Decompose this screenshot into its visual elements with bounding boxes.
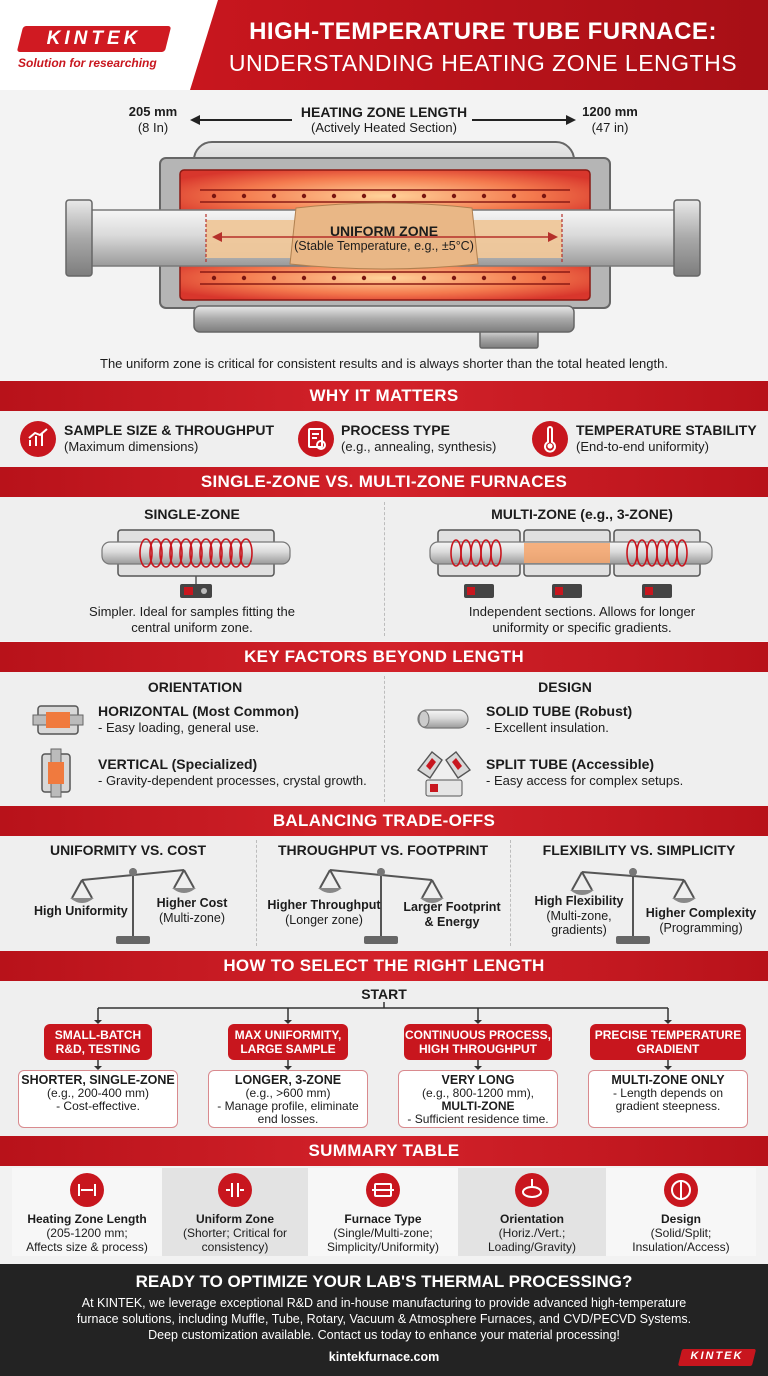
furnace-icon xyxy=(366,1173,400,1207)
flow-result-line: - Length depends on xyxy=(612,1086,724,1100)
tradeoff-left-sub: gradients) xyxy=(551,923,607,937)
vertical-sub: - Gravity-dependent processes, crystal growth. xyxy=(98,773,367,788)
flow-tag-line1: SMALL-BATCH xyxy=(54,1028,142,1042)
summary-title: Uniform Zone xyxy=(196,1212,274,1226)
flow-tag-line1: CONTINUOUS PROCESS, xyxy=(404,1028,551,1042)
flow-result-line: gradient steepness. xyxy=(615,1099,721,1113)
why-item-sub: (End-to-end uniformity) xyxy=(576,439,709,454)
why-section-title: WHY IT MATTERS xyxy=(0,381,768,411)
multi-zone-illustration xyxy=(428,528,714,600)
summary-title: Furnace Type xyxy=(344,1212,422,1226)
flow-result xyxy=(208,1070,368,1128)
design-title: DESIGN xyxy=(538,679,592,695)
why-item-title: PROCESS TYPE xyxy=(341,422,450,438)
tradeoff-right-sub: (Multi-zone) xyxy=(159,911,225,925)
horizontal-sub: - Easy loading, general use. xyxy=(98,720,260,735)
tradeoff-right-sub: & Energy xyxy=(424,915,480,929)
orientation-title: ORIENTATION xyxy=(147,679,243,695)
split-icon xyxy=(664,1173,698,1207)
flow-tag xyxy=(228,1024,348,1060)
summary-line: (205-1200 mm; xyxy=(46,1226,128,1240)
tradeoff-right: Higher Complexity xyxy=(645,906,757,920)
flow-result-line: (e.g., 800-1200 mm), xyxy=(421,1086,535,1100)
summary-section-title: SUMMARY TABLE xyxy=(0,1136,768,1166)
solid-tube-sub: - Excellent insulation. xyxy=(486,720,609,735)
tradeoff-left: High Uniformity xyxy=(34,904,128,918)
page-subtitle: UNDERSTANDING HEATING ZONE LENGTHS xyxy=(228,50,738,76)
single-zone-title: SINGLE-ZONE xyxy=(144,506,240,522)
flow-result-title: SHORTER, SINGLE-ZONE xyxy=(21,1073,175,1087)
flow-result-line: - Cost-effective. xyxy=(56,1099,140,1113)
flow-result-title: MULTI-ZONE ONLY xyxy=(611,1073,725,1087)
horizontal-title: HORIZONTAL (Most Common) xyxy=(98,703,299,719)
flow-result-title: VERY LONG xyxy=(441,1073,515,1087)
min-length-in: (8 In) xyxy=(137,120,169,135)
logo: KINTEK xyxy=(46,28,142,49)
single-zone-illustration xyxy=(100,528,292,600)
tradeoff-title: FLEXIBILITY VS. SIMPLICITY xyxy=(542,842,736,858)
flow-tag xyxy=(404,1024,552,1060)
footer-line: Deep customization available. Contact us today to enhance your material processing! xyxy=(148,1328,620,1342)
tradeoffs-section-title: BALANCING TRADE-OFFS xyxy=(0,806,768,836)
tradeoff-title: UNIFORMITY VS. COST xyxy=(49,842,207,858)
tradeoff-right-sub: (Programming) xyxy=(659,921,743,935)
vertical-title: VERTICAL (Specialized) xyxy=(98,756,258,772)
flow-result-line: - Sufficient residence time. xyxy=(407,1112,549,1126)
flow-result xyxy=(18,1070,178,1128)
flow-tag-line1: MAX UNIFORMITY, xyxy=(234,1028,342,1042)
heating-zone-title: HEATING ZONE LENGTH xyxy=(300,104,468,120)
flow-result xyxy=(588,1070,748,1128)
select-section-title: HOW TO SELECT THE RIGHT LENGTH xyxy=(0,951,768,981)
summary-line: (Single/Multi-zone; xyxy=(333,1226,433,1240)
tradeoff-right: Higher Cost xyxy=(156,896,228,910)
flow-tag xyxy=(590,1024,746,1060)
length-icon xyxy=(70,1173,104,1207)
flow-tag-line1: PRECISE TEMPERATURE xyxy=(594,1028,742,1042)
summary-line: Loading/Gravity) xyxy=(487,1240,577,1254)
thermometer-icon xyxy=(532,421,568,457)
flow-tag-line2: LARGE SAMPLE xyxy=(240,1042,336,1056)
footer-url[interactable]: kintekfurnace.com xyxy=(328,1350,440,1364)
flow-result-line: end losses. xyxy=(257,1112,319,1126)
solid-tube-icon xyxy=(414,706,472,732)
flow-start: START xyxy=(361,986,407,1002)
uniform-zone-title: UNIFORM ZONE xyxy=(329,223,439,239)
summary-col xyxy=(458,1168,606,1256)
summary-line: (Solid/Split; xyxy=(650,1226,712,1240)
why-item-title: TEMPERATURE STABILITY xyxy=(576,422,757,438)
footer-logo: KINTEK xyxy=(690,1350,744,1362)
flow-result-line: - Manage profile, eliminate xyxy=(217,1099,359,1113)
split-tube-sub: - Easy access for complex setups. xyxy=(486,773,684,788)
multi-zone-title: MULTI-ZONE (e.g., 3-ZONE) xyxy=(491,506,673,522)
footer-line: At KINTEK, we leverage exceptional R&D and in-house manufacturing to provide advanced high-temperature xyxy=(81,1296,687,1310)
divider xyxy=(384,502,385,636)
flow-tag-line2: HIGH THROUGHPUT xyxy=(419,1042,537,1056)
flow-tag xyxy=(44,1024,152,1060)
flow-tag-line2: GRADIENT xyxy=(636,1042,700,1056)
flow-result-line: (e.g., >600 mm) xyxy=(245,1086,331,1100)
solid-tube-title: SOLID TUBE (Robust) xyxy=(486,703,633,719)
logo-tagline: Solution for researching xyxy=(18,56,157,70)
footer-headline: READY TO OPTIMIZE YOUR LAB'S THERMAL PROCESSING? xyxy=(135,1272,633,1291)
tradeoff-right: Larger Footprint xyxy=(403,900,501,914)
page-title: HIGH-TEMPERATURE TUBE FURNACE: xyxy=(249,18,717,45)
summary-title: Design xyxy=(660,1212,701,1226)
why-item-sub: (e.g., annealing, synthesis) xyxy=(341,439,497,454)
flow-result xyxy=(398,1070,558,1128)
tradeoff-left-sub: (Multi-zone, xyxy=(546,909,612,923)
summary-title: Orientation xyxy=(499,1212,564,1226)
summary-col xyxy=(308,1168,458,1256)
zones-section-title: SINGLE-ZONE VS. MULTI-ZONE FURNACES xyxy=(0,467,768,497)
summary-title: Heating Zone Length xyxy=(27,1212,147,1226)
tradeoff-left: High Flexibility xyxy=(534,894,624,908)
tradeoff-left: Higher Throughput xyxy=(267,898,381,912)
max-length-in: (47 in) xyxy=(591,120,629,135)
hero-note: The uniform zone is critical for consistent results and is always shorter than the total heated length. xyxy=(100,356,668,371)
tradeoff-left-sub: (Longer zone) xyxy=(285,913,363,927)
flow-result-title: LONGER, 3-ZONE xyxy=(234,1073,342,1087)
flow-tag-line2: R&D, TESTING xyxy=(55,1042,141,1056)
rotate-icon xyxy=(515,1173,549,1207)
multi-zone-line1: Independent sections. Allows for longer xyxy=(468,604,696,619)
footer-line: furnace solutions, including Muffle, Tube, Rotary, Vacuum & Atmosphere Furnaces, and CVD/PECVD Systems. xyxy=(76,1312,692,1326)
divider xyxy=(384,676,385,802)
summary-col xyxy=(12,1168,162,1256)
summary-line: (Shorter; Critical for xyxy=(182,1226,288,1240)
summary-col xyxy=(162,1168,308,1256)
why-item-sub: (Maximum dimensions) xyxy=(64,439,199,454)
flow-result-line: (e.g., 200-400 mm) xyxy=(46,1086,150,1100)
why-item-title: SAMPLE SIZE & THROUGHPUT xyxy=(64,422,275,438)
chart-icon xyxy=(20,421,56,457)
split-tube-icon xyxy=(414,746,474,798)
summary-line: Affects size & process) xyxy=(26,1240,148,1254)
single-zone-line2: central uniform zone. xyxy=(131,620,253,635)
heating-zone-subtitle: (Actively Heated Section) xyxy=(311,120,457,135)
vertical-furnace-icon xyxy=(38,748,74,798)
summary-col xyxy=(606,1168,756,1256)
document-gear-icon xyxy=(298,421,334,457)
horizontal-furnace-icon xyxy=(32,702,84,738)
factors-section-title: KEY FACTORS BEYOND LENGTH xyxy=(0,642,768,672)
summary-line: Insulation/Access) xyxy=(632,1240,730,1254)
tube-furnace-illustration xyxy=(0,90,768,352)
summary-line: consistency) xyxy=(201,1240,269,1254)
summary-line: Simplicity/Uniformity) xyxy=(326,1240,439,1254)
uniform-icon xyxy=(218,1173,252,1207)
split-tube-title: SPLIT TUBE (Accessible) xyxy=(486,756,655,772)
multi-zone-line2: uniformity or specific gradients. xyxy=(492,620,672,635)
tradeoff-title: THROUGHPUT VS. FOOTPRINT xyxy=(278,842,488,858)
flow-result-line: MULTI-ZONE xyxy=(441,1099,515,1113)
summary-line: (Horiz./Vert.; xyxy=(498,1226,566,1240)
min-length: 205 mm xyxy=(128,104,178,119)
max-length: 1200 mm xyxy=(582,104,638,119)
uniform-zone-subtitle: (Stable Temperature, e.g., ±5°C) xyxy=(294,239,474,253)
single-zone-line1: Simpler. Ideal for samples fitting the xyxy=(89,604,295,619)
